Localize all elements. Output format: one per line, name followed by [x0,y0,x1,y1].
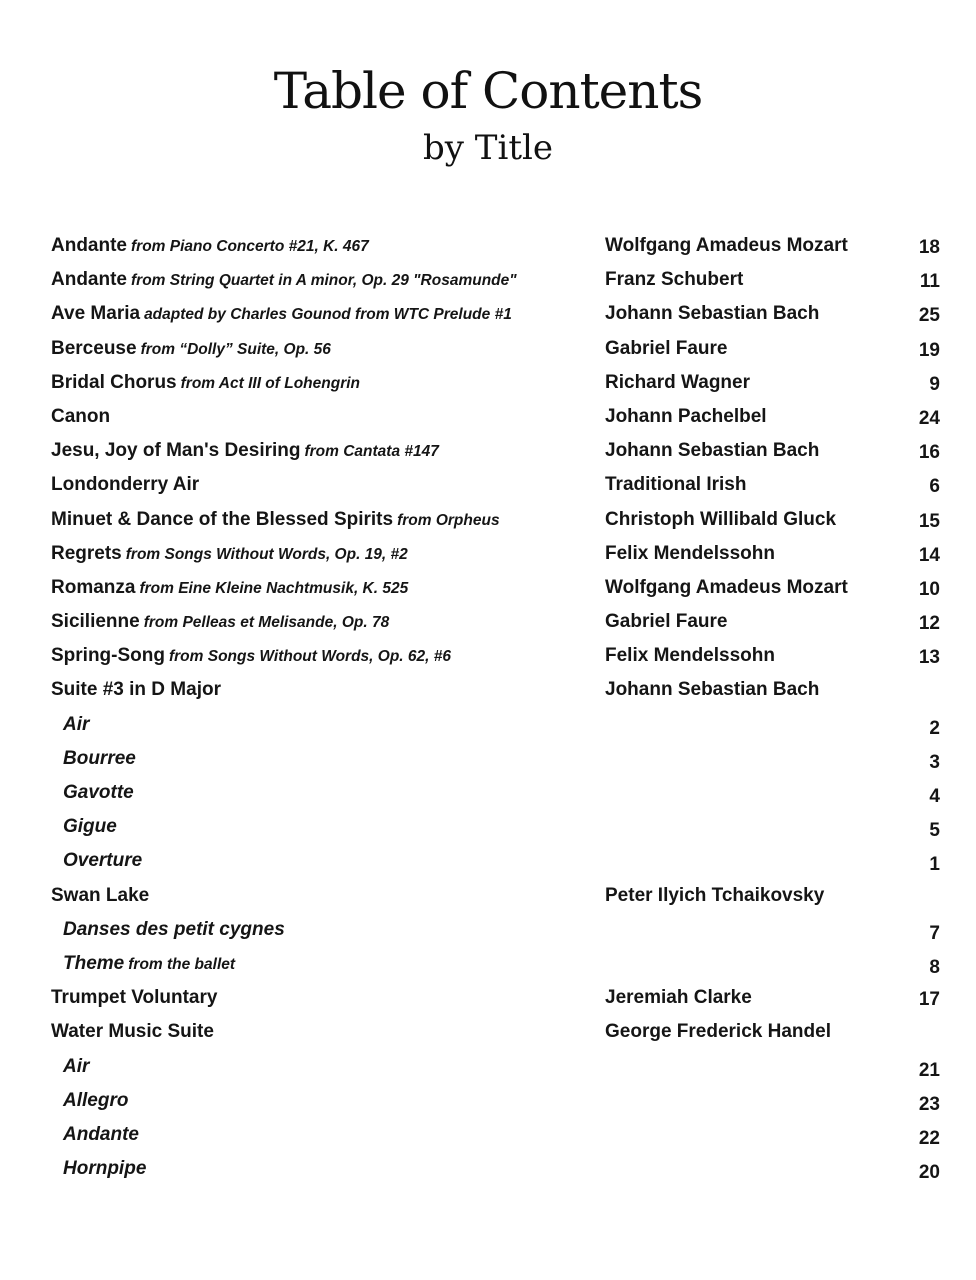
entry-composer: Felix Mendelssohn [605,542,775,564]
page-subtitle: by Title [423,128,553,168]
toc-sub-entry [0,949,976,983]
entry-title-cell [51,543,408,565]
entry-title-cell [51,611,389,633]
entry-title: Air [63,713,90,735]
entry-title-cell [63,748,136,770]
entry-title-cell [63,1158,146,1180]
entry-note: from String Quartet in A minor, Op. 29 "Rosamunde" [131,272,517,290]
toc-entry [0,231,976,265]
entry-title: Jesu, Joy of Man's Desiring [51,440,301,462]
entry-composer: Wolfgang Amadeus Mozart [605,235,848,256]
entry-composer: Johann Pachelbel [605,405,767,427]
entry-page-number: 17 [918,989,940,1011]
entry-composer: Gabriel Faure [605,337,728,359]
entry-composer: Christoph Willibald Gluck [605,508,837,530]
entry-page-number: 7 [929,922,940,944]
entry-title-cell [51,372,360,394]
entry-title: Gavotte [63,782,134,803]
toc-entry [0,436,976,470]
toc-sub-entry [0,744,976,778]
entry-composer: Traditional Irish [605,474,747,496]
entry-title: Air [63,1055,90,1077]
entry-title: Danses des petit cygnes [63,918,285,940]
entry-note: from Songs Without Words, Op. 62, #6 [168,648,452,666]
page-title: Table of Contents [273,62,703,120]
entry-composer: Jeremiah Clarke [605,987,752,1009]
entry-title: Andante [51,235,127,256]
entry-note: from Piano Concerto #21, K. 467 [131,238,369,255]
entry-title: Water Music Suite [51,1021,214,1043]
entry-composer: Johann Sebastian Bach [605,679,820,701]
entry-title-cell [51,440,439,462]
entry-note: from Songs Without Words, Op. 19, #2 [125,545,408,563]
entry-title-cell [51,679,221,701]
entry-title-cell [63,782,134,804]
entry-title-cell [63,1124,139,1146]
toc-sub-entry [0,812,976,846]
entry-title: Suite #3 in D Major [51,679,221,701]
toc-sub-entry [0,1120,976,1154]
entry-title-cell [51,987,217,1009]
entry-page-number: 21 [918,1059,940,1081]
entry-title: Trumpet Voluntary [51,987,218,1009]
entry-title-cell [63,919,285,941]
entry-note: from Cantata #147 [304,443,439,461]
entry-page-number: 22 [918,1127,940,1149]
toc-entry [0,641,976,675]
entry-composer: George Frederick Handel [605,1021,831,1043]
entry-title-cell [51,235,369,257]
entry-composer: Gabriel Faure [605,611,728,633]
entry-title: Bourree [63,747,136,769]
entry-page-number: 10 [918,578,940,600]
entry-title-cell [51,885,149,907]
entry-title: Minuet & Dance of the Blessed Spirits [51,508,394,530]
entry-composer: Felix Mendelssohn [605,645,775,667]
entry-title-cell [63,714,89,736]
entry-title: Allegro [63,1089,129,1111]
entry-page-number: 25 [918,305,940,327]
entry-note: from “Dolly” Suite, Op. 56 [140,340,331,358]
entry-page-number: 3 [929,751,940,773]
entry-title: Regrets [51,542,122,564]
entry-title-cell [51,269,517,291]
entry-page-number: 19 [918,339,940,361]
entry-title: Hornpipe [63,1158,147,1180]
entry-page-number: 9 [929,373,940,395]
entry-title: Ave Maria [51,303,141,325]
entry-title: Andante [51,269,127,291]
entry-title-cell [51,645,451,667]
entry-page-number: 24 [918,407,940,429]
entry-title: Berceuse [51,337,137,359]
entry-page-number: 13 [918,647,940,669]
entry-title: Spring-Song [51,645,165,667]
entry-page-number: 4 [929,786,940,807]
entry-page-number: 18 [918,237,940,258]
entry-note: from Orpheus [397,511,500,529]
entry-composer: Johann Sebastian Bach [605,440,820,462]
toc-entry [0,539,976,573]
entry-title: Swan Lake [51,884,150,906]
toc-entry [0,334,976,368]
entry-title: Sicilienne [51,611,140,633]
entry-title-cell [63,850,142,872]
entry-page-number: 8 [929,956,940,978]
entry-composer: Peter Ilyich Tchaikovsky [605,884,825,906]
entry-title-cell [51,303,512,325]
toc-entry [0,983,976,1017]
entry-title-cell [51,474,199,496]
entry-page-number: 1 [929,854,940,876]
toc-entry [0,470,976,504]
entry-title-cell [63,1056,89,1078]
entry-title-cell [51,1021,214,1043]
entry-title: Overture [63,850,143,872]
entry-composer: Johann Sebastian Bach [605,303,820,325]
toc-sub-entry [0,846,976,880]
entry-note: from the ballet [128,955,236,973]
toc-entry [0,881,976,915]
entry-title-cell [63,816,117,838]
entry-title-cell [63,953,235,975]
entry-title: Gigue [63,816,117,838]
entry-title: Andante [63,1123,139,1145]
toc-entry [0,299,976,333]
toc-entry [0,675,976,709]
entry-note: adapted by Charles Gounod from WTC Prelude #1 [144,306,512,324]
toc-entry [0,402,976,436]
entry-page-number: 2 [929,717,940,739]
toc-entry [0,573,976,607]
entry-title-cell [51,338,331,360]
entry-page-number: 11 [919,271,940,293]
entry-note: from Pelleas et Melisande, Op. 78 [143,614,390,632]
entry-note: from Act III of Lohengrin [180,374,361,392]
entry-title-cell [63,1090,128,1112]
toc-sub-entry [0,1086,976,1120]
toc-entry [0,368,976,402]
entry-note: from Eine Kleine Nachtmusik, K. 525 [139,579,409,597]
toc-sub-entry [0,1154,976,1188]
entry-composer: Richard Wagner [605,371,750,393]
entry-page-number: 15 [918,510,940,532]
entry-title-cell [51,406,110,428]
entry-page-number: 6 [929,476,940,498]
entry-page-number: 23 [918,1093,940,1115]
toc-sub-entry [0,710,976,744]
toc-entry [0,265,976,299]
entry-title: Romanza [51,576,136,598]
toc-list [0,231,976,1188]
entry-page-number: 12 [918,613,940,635]
toc-sub-entry [0,915,976,949]
toc-sub-entry [0,778,976,812]
entry-title: Londonderry Air [51,474,200,496]
toc-entry [0,505,976,539]
entry-page-number: 16 [918,442,940,464]
entry-title: Theme [63,952,125,974]
entry-composer: Wolfgang Amadeus Mozart [605,576,848,598]
entry-page-number: 14 [918,544,940,566]
entry-title: Bridal Chorus [51,371,177,393]
toc-entry [0,607,976,641]
entry-title: Canon [51,405,111,427]
entry-composer: Franz Schubert [605,269,744,291]
entry-title-cell [51,577,408,599]
toc-sub-entry [0,1052,976,1086]
toc-entry [0,1017,976,1051]
entry-title-cell [51,509,500,531]
entry-page-number: 5 [929,820,940,842]
entry-page-number: 20 [918,1162,940,1184]
